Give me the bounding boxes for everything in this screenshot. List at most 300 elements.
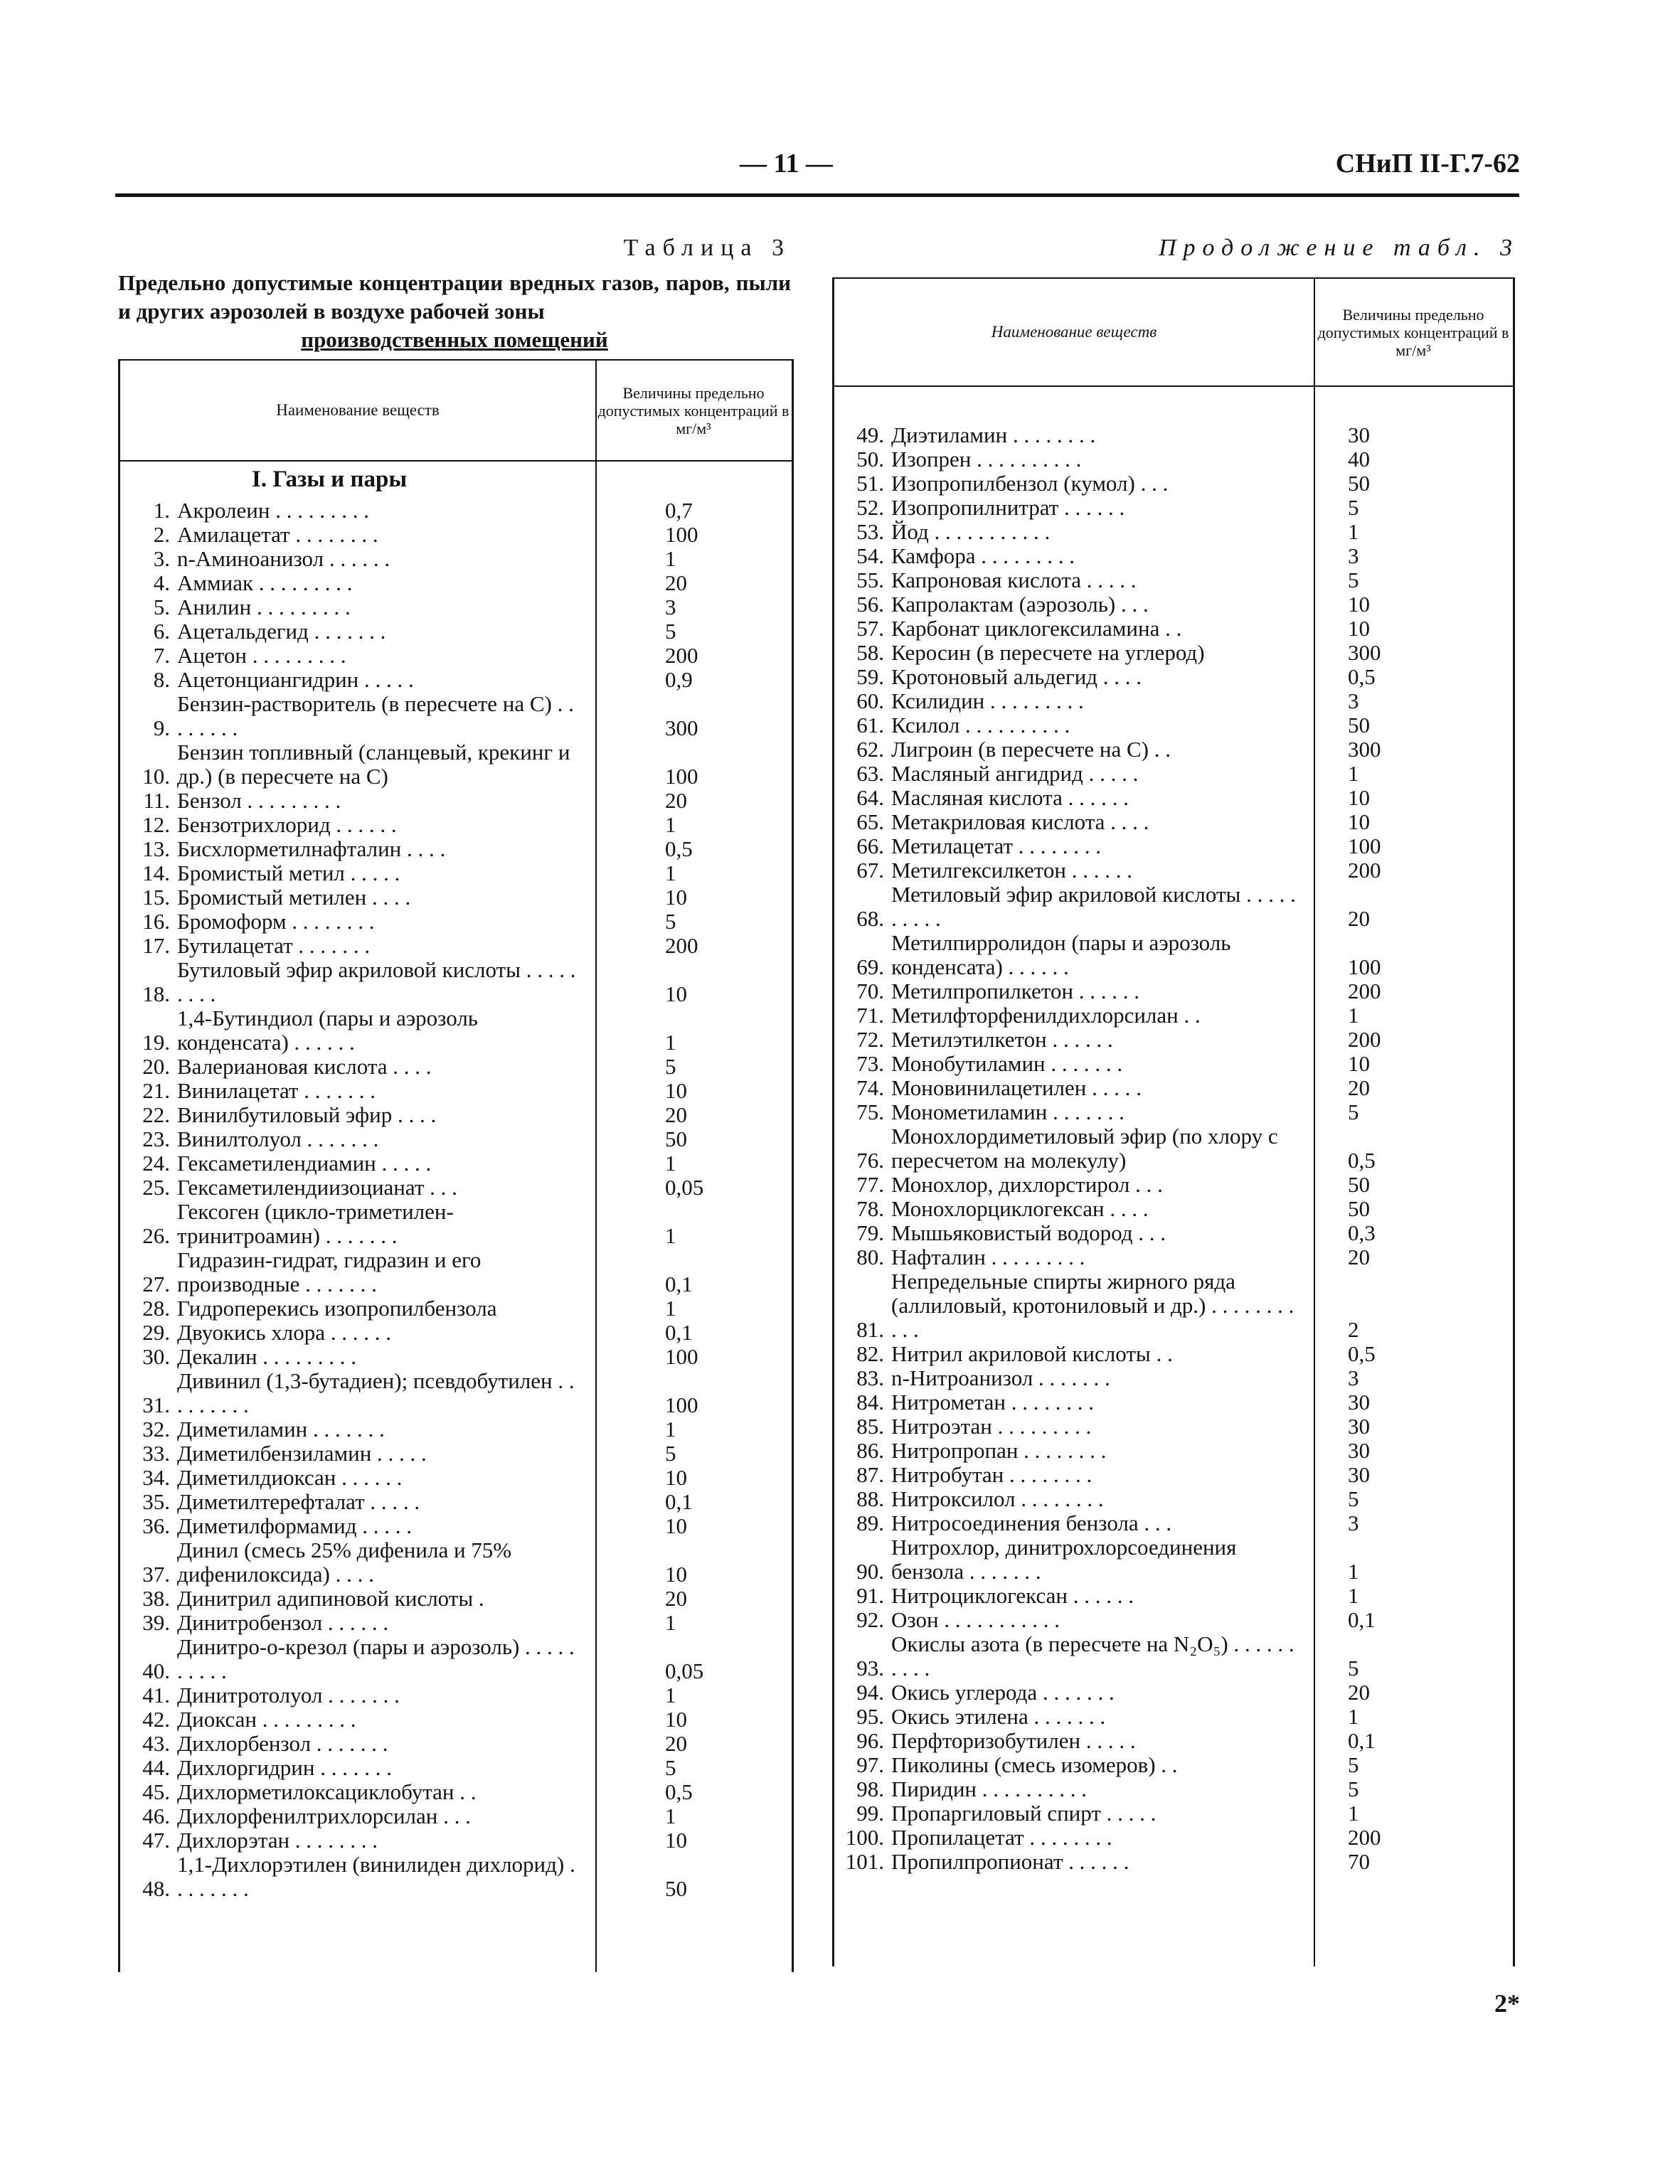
table-row	[120, 861, 792, 885]
substance-name: Винилтолуол . . . . . . .	[177, 1126, 379, 1151]
table-row	[120, 1587, 792, 1611]
concentration-value: 30	[1348, 1390, 1370, 1415]
table-row	[120, 499, 792, 523]
table-row	[120, 1321, 792, 1345]
concentration-value: 5	[1348, 568, 1359, 592]
substance-name: n-Аминоанизол . . . . . .	[177, 546, 390, 571]
table-row	[120, 1490, 792, 1514]
concentration-value: 0,9	[665, 667, 693, 692]
table-row	[834, 617, 1513, 641]
row-number: 38.	[142, 1586, 170, 1611]
concentration-value: 300	[1348, 737, 1381, 762]
row-number: 1.	[153, 498, 170, 523]
substance-name: Бензин топливный (сланцевый, крекинг и др.) (в пересчете на C)	[177, 740, 570, 789]
table-title-text: Предельно допустимые концентрации вредных газов, паров, пыли и других аэрозолей в воздухе рабочей зоны	[118, 270, 791, 324]
row-number: 60.	[856, 688, 884, 713]
substance-name: Бутилацетат . . . . . . .	[177, 933, 371, 958]
row-number: 100.	[845, 1825, 884, 1850]
substance-name: Метилпирролидон (пары и аэрозоль конденсата) . . . . . .	[891, 930, 1231, 979]
substance-name: Капроновая кислота . . . . .	[891, 568, 1137, 592]
substance-name: Метилпропилкетон . . . . . .	[891, 979, 1140, 1003]
concentration-value: 50	[1348, 1196, 1370, 1221]
concentration-value: 10	[665, 1562, 687, 1587]
page-signature: 2*	[1494, 1989, 1520, 2018]
row-number: 66.	[856, 833, 884, 858]
concentration-value: 1	[1348, 1704, 1359, 1729]
row-number: 7.	[153, 643, 170, 668]
row-number: 90.	[856, 1559, 884, 1584]
table-caption: Таблица 3	[623, 235, 791, 261]
row-number: 20.	[142, 1054, 170, 1079]
substance-name: Карбонат циклогексиламина . .	[891, 616, 1182, 641]
row-number: 24.	[142, 1151, 170, 1176]
row-number: 73.	[856, 1051, 884, 1076]
substance-name: Нитрил акриловой кислоты . .	[891, 1341, 1173, 1366]
row-number: 93.	[856, 1656, 884, 1680]
concentration-value: 20	[1348, 906, 1370, 931]
concentration-value: 30	[1348, 1462, 1370, 1487]
table-row	[834, 1124, 1513, 1173]
substance-name: Масляный ангидрид . . . . .	[891, 761, 1139, 786]
row-number: 35.	[142, 1489, 170, 1514]
substance-name: Дихлоргидрин . . . . . . .	[177, 1755, 392, 1780]
concentration-value: 20	[1348, 1680, 1370, 1705]
concentration-value: 200	[1348, 858, 1381, 883]
substance-name: Дихлорбензол . . . . . . .	[177, 1731, 388, 1756]
table-row	[834, 786, 1513, 810]
concentration-value: 0,5	[1348, 1341, 1376, 1366]
concentration-value: 10	[665, 1707, 687, 1732]
row-number: 32.	[142, 1417, 170, 1442]
concentration-value: 3	[1348, 543, 1359, 568]
table-row	[834, 883, 1513, 931]
row-number: 36.	[142, 1513, 170, 1538]
row-number: 61.	[856, 713, 884, 737]
concentration-value: 3	[1348, 1511, 1359, 1535]
substance-name: Пропилацетат . . . . . . . .	[891, 1825, 1112, 1850]
concentration-value: 1	[665, 1296, 676, 1321]
substance-name: Моновинилацетилен . . . . .	[891, 1075, 1142, 1100]
table-row	[120, 1708, 792, 1732]
row-number: 94.	[856, 1680, 884, 1705]
row-number: 4.	[153, 570, 170, 595]
concentration-value: 20	[665, 788, 687, 813]
row-number: 55.	[856, 568, 884, 592]
substance-name: Метилгексилкетон . . . . . .	[891, 858, 1132, 883]
row-number: 88.	[856, 1486, 884, 1511]
row-number: 21.	[142, 1078, 170, 1103]
row-number: 72.	[856, 1027, 884, 1052]
row-number: 78.	[856, 1196, 884, 1221]
concentration-value: 50	[1348, 713, 1370, 737]
row-number: 62.	[856, 737, 884, 762]
table-row	[834, 1535, 1513, 1584]
substance-name: Пиколины (смесь изомеров) . .	[891, 1752, 1178, 1777]
concentration-value: 20	[665, 1731, 687, 1756]
table-row	[834, 1028, 1513, 1052]
table-row	[120, 1127, 792, 1151]
substance-name: Метилфторфенилдихлорсилан . .	[891, 1003, 1201, 1028]
substance-name: Лигроин (в пересчете на C) . .	[891, 737, 1171, 762]
table-row	[834, 1221, 1513, 1245]
row-number: 46.	[142, 1804, 170, 1828]
concentration-value: 10	[665, 1078, 687, 1103]
table-row	[120, 837, 792, 861]
concentration-value: 10	[665, 981, 687, 1006]
concentration-value: 1	[1348, 1559, 1359, 1584]
concentration-value: 200	[1348, 979, 1381, 1003]
table-row	[120, 740, 792, 789]
row-number: 31.	[142, 1392, 170, 1417]
concentration-value: 1	[665, 546, 676, 571]
substance-name: Пропилпропионат . . . . . .	[891, 1849, 1129, 1874]
substance-name: Керосин (в пересчете на углерод)	[891, 640, 1205, 665]
table-row	[834, 1729, 1513, 1753]
concentration-value: 3	[665, 595, 676, 619]
row-number: 83.	[856, 1365, 884, 1390]
table-row	[834, 1584, 1513, 1608]
concentration-value: 30	[1348, 422, 1370, 447]
table-row	[120, 1345, 792, 1369]
table-row	[120, 958, 792, 1006]
row-number: 71.	[856, 1003, 884, 1028]
table-row	[834, 762, 1513, 786]
row-number: 96.	[856, 1728, 884, 1753]
table-row	[120, 1828, 792, 1853]
row-number: 40.	[142, 1658, 170, 1683]
concentration-value: 100	[665, 522, 698, 547]
concentration-value: 100	[665, 1392, 698, 1417]
concentration-value: 0,5	[665, 1779, 693, 1804]
substance-name: Ксилидин . . . . . . . . .	[891, 688, 1084, 713]
row-number: 56.	[856, 592, 884, 617]
table-row	[834, 713, 1513, 737]
row-number: 63.	[856, 761, 884, 786]
concentration-value: 200	[665, 933, 698, 958]
table-row	[834, 1052, 1513, 1076]
row-number: 26.	[142, 1223, 170, 1248]
table-row	[834, 472, 1513, 496]
table-row	[834, 1680, 1513, 1705]
row-number: 23.	[142, 1126, 170, 1151]
concentration-value: 10	[1348, 809, 1370, 834]
row-number: 70.	[856, 979, 884, 1003]
row-number: 22.	[142, 1102, 170, 1127]
row-number: 77.	[856, 1172, 884, 1197]
concentration-value: 20	[665, 1102, 687, 1127]
concentration-value: 0,1	[1348, 1607, 1376, 1632]
table-row	[834, 1342, 1513, 1366]
row-number: 50.	[856, 447, 884, 472]
concentration-value: 10	[1348, 616, 1370, 641]
table-row	[834, 1608, 1513, 1632]
concentration-value: 0,5	[665, 836, 693, 861]
table-row	[120, 885, 792, 910]
column-header-value: Величины предельно допустимых концентраций в мг/м³	[597, 383, 790, 437]
row-number: 10.	[142, 764, 170, 789]
substance-name: Метилацетат . . . . . . . .	[891, 833, 1102, 858]
row-number: 37.	[142, 1562, 170, 1587]
row-number: 3.	[153, 546, 170, 571]
table-row	[834, 1753, 1513, 1777]
table-row	[834, 1245, 1513, 1269]
table-row	[834, 1487, 1513, 1511]
row-number: 51.	[856, 471, 884, 496]
concentration-value: 50	[1348, 1172, 1370, 1197]
table-row	[120, 1079, 792, 1103]
table-row	[120, 692, 792, 740]
substance-name: Диэтиламин . . . . . . . .	[891, 422, 1096, 447]
row-number: 41.	[142, 1683, 170, 1708]
substance-name: Монохлордиметиловый эфир (по хлору с пересчетом на молекулу)	[891, 1124, 1278, 1173]
concentration-value: 10	[1348, 1051, 1370, 1076]
concentration-value: 10	[1348, 592, 1370, 617]
concentration-value: 2	[1348, 1317, 1359, 1342]
concentration-value: 20	[665, 570, 687, 595]
table-body	[834, 423, 1513, 1874]
row-number: 92.	[856, 1607, 884, 1632]
substance-name: Бромистый метил . . . . .	[177, 861, 400, 885]
substance-name: Окислы азота (в пересчете на N₂O₅) . . . . . . . . . .	[891, 1631, 1294, 1680]
substance-name: Метакриловая кислота . . . .	[891, 809, 1149, 834]
substance-name: Нитрохлор, динитрохлорсоединения бензола . . . . . . .	[891, 1535, 1237, 1584]
substance-name: Диметиламин . . . . . . .	[177, 1417, 385, 1442]
concentration-value: 70	[1348, 1849, 1370, 1874]
section-heading: I. Газы и пары	[252, 467, 408, 492]
concentration-value: 0,5	[1348, 664, 1376, 689]
row-number: 39.	[142, 1610, 170, 1635]
concentration-value: 5	[1348, 1752, 1359, 1777]
table-row	[120, 910, 792, 934]
row-number: 2.	[153, 522, 170, 547]
table-row	[834, 1826, 1513, 1850]
row-number: 9.	[153, 715, 170, 740]
substance-name: Динитробензол . . . . . .	[177, 1610, 389, 1635]
concentration-value: 30	[1348, 1414, 1370, 1439]
concentration-value: 200	[1348, 1825, 1381, 1850]
row-number: 5.	[153, 595, 170, 619]
substance-name: Двуокись хлора . . . . . .	[177, 1320, 391, 1345]
substance-name: Бромоформ . . . . . . . .	[177, 909, 375, 934]
table-row	[834, 1632, 1513, 1680]
concentration-value: 5	[1348, 1486, 1359, 1511]
concentration-value: 20	[1348, 1245, 1370, 1269]
row-number: 14.	[142, 861, 170, 885]
table-row	[120, 547, 792, 571]
substance-name: 1,4-Бутиндиол (пары и аэрозоль конденсата) . . . . . .	[177, 1006, 478, 1055]
row-number: 15.	[142, 885, 170, 910]
concentration-value: 0,3	[1348, 1220, 1376, 1245]
concentration-value: 1	[665, 1151, 676, 1176]
table-row	[834, 544, 1513, 568]
substance-name: Изопрен . . . . . . . . . .	[891, 447, 1082, 472]
row-number: 43.	[142, 1731, 170, 1756]
row-number: 28.	[142, 1296, 170, 1321]
substance-name: Дивинил (1,3-бутадиен); псевдобутилен . . . . . . . . .	[177, 1368, 575, 1417]
row-number: 49.	[856, 422, 884, 447]
table-row	[834, 641, 1513, 665]
table-row	[120, 1006, 792, 1055]
table-row	[120, 1200, 792, 1248]
table-row	[834, 665, 1513, 689]
concentration-value: 200	[1348, 1027, 1381, 1052]
row-number: 81.	[856, 1317, 884, 1342]
table-row	[120, 668, 792, 692]
substance-name: Гексоген (цикло-триметилен-тринитроамин) . . . . . . .	[177, 1199, 454, 1248]
substance-name: Диметилтерефталат . . . . .	[177, 1489, 420, 1514]
concentration-value: 10	[665, 1828, 687, 1853]
row-number: 13.	[142, 836, 170, 861]
row-number: 19.	[142, 1030, 170, 1055]
table-row	[834, 1463, 1513, 1487]
table-row	[120, 1442, 792, 1466]
concentration-value: 1	[1348, 1583, 1359, 1608]
concentration-value: 1	[665, 1223, 676, 1248]
row-number: 79.	[856, 1220, 884, 1245]
substance-name: Бутиловый эфир акриловой кислоты . . . . . . . . .	[177, 957, 576, 1006]
substance-name: Диметилбензиламин . . . . .	[177, 1441, 427, 1466]
substance-name: Окись этилена . . . . . . .	[891, 1704, 1106, 1729]
concentration-value: 1	[1348, 1801, 1359, 1826]
table-row	[834, 1003, 1513, 1028]
document-code: СНиП II-Г.7-62	[1335, 149, 1520, 179]
table-row	[120, 523, 792, 547]
substance-name: Пропаргиловый спирт . . . . .	[891, 1801, 1157, 1826]
substance-name: Кротоновый альдегид . . . .	[891, 664, 1142, 689]
table-row	[120, 619, 792, 644]
table-row	[834, 568, 1513, 592]
concentration-value: 0,1	[665, 1272, 693, 1296]
substance-name: 1,1-Дихлорэтилен (винилиден дихлорид) . . . . . . . .	[177, 1852, 575, 1901]
table-row	[834, 496, 1513, 520]
row-number: 52.	[856, 495, 884, 520]
substance-name: Нитробутан . . . . . . . .	[891, 1462, 1092, 1487]
table-row	[834, 1511, 1513, 1535]
concentration-value: 3	[1348, 1365, 1359, 1390]
substance-name: Дихлорфенилтрихлорсилан . . .	[177, 1804, 471, 1828]
row-number: 12.	[142, 812, 170, 837]
table-row	[834, 1777, 1513, 1801]
table-row	[120, 1514, 792, 1538]
concentration-value: 10	[1348, 785, 1370, 810]
concentration-value: 1	[665, 861, 676, 885]
row-number: 58.	[856, 640, 884, 665]
substance-name: Метилэтилкетон . . . . . .	[891, 1027, 1113, 1052]
table-row	[120, 1780, 792, 1804]
table-row	[834, 689, 1513, 713]
table-row	[834, 1439, 1513, 1463]
table-row	[120, 1804, 792, 1828]
table-title-last-line: производственных помещений	[301, 327, 608, 352]
table-header	[120, 359, 792, 462]
row-number: 45.	[142, 1779, 170, 1804]
substance-name: n-Нитроанизол . . . . . . .	[891, 1365, 1110, 1390]
substance-name: Изопропилнитрат . . . . . .	[891, 495, 1125, 520]
table-row	[834, 979, 1513, 1003]
substance-name: Динитротолуол . . . . . . .	[177, 1683, 400, 1708]
row-number: 48.	[142, 1876, 170, 1901]
row-number: 86.	[856, 1438, 884, 1463]
substance-name: Изопропилбензол (кумол) . . .	[891, 471, 1169, 496]
table-row	[120, 1756, 792, 1780]
row-number: 34.	[142, 1465, 170, 1490]
substance-name: Динитро-о-крезол (пары и аэрозоль) . . . . . . . . . .	[177, 1634, 575, 1683]
row-number: 16.	[142, 909, 170, 934]
concentration-value: 10	[665, 1513, 687, 1538]
concentration-value: 10	[665, 1465, 687, 1490]
row-number: 18.	[142, 981, 170, 1006]
table-row	[834, 1390, 1513, 1415]
concentration-value: 0,05	[665, 1175, 704, 1200]
table-row	[120, 1611, 792, 1635]
table-row	[834, 447, 1513, 472]
row-number: 27.	[142, 1272, 170, 1296]
row-number: 98.	[856, 1777, 884, 1801]
table-row	[120, 1417, 792, 1442]
table-row	[120, 1369, 792, 1417]
row-number: 30.	[142, 1344, 170, 1369]
row-number: 47.	[142, 1828, 170, 1853]
concentration-value: 40	[1348, 447, 1370, 472]
concentration-value: 1	[1348, 519, 1359, 544]
concentration-value: 200	[665, 643, 698, 668]
table-row	[834, 810, 1513, 834]
row-number: 8.	[153, 667, 170, 692]
substance-name: Гексаметилендиизоцианат . . .	[177, 1175, 457, 1200]
concentration-value: 5	[1348, 1777, 1359, 1801]
substance-name: Динитрил адипиновой кислоты .	[177, 1586, 484, 1611]
row-number: 99.	[856, 1801, 884, 1826]
concentration-value: 5	[1348, 495, 1359, 520]
row-number: 33.	[142, 1441, 170, 1466]
concentration-value: 100	[665, 1344, 698, 1369]
substance-name: Нитроксилол . . . . . . . .	[891, 1486, 1104, 1511]
row-number: 59.	[856, 664, 884, 689]
table-row	[120, 1635, 792, 1683]
column-header-name: Наименование веществ	[991, 323, 1157, 341]
right-table	[832, 277, 1515, 1966]
row-number: 69.	[856, 954, 884, 979]
substance-name: Бензин-растворитель (в пересчете на C) . . . . . . . .	[177, 691, 574, 740]
table-row	[834, 834, 1513, 858]
substance-name: Нитропропан . . . . . . . .	[891, 1438, 1107, 1463]
column-header-value: Величины предельно допустимых концентраций в мг/м³	[1317, 305, 1509, 359]
concentration-value: 300	[1348, 640, 1381, 665]
row-number: 6.	[153, 619, 170, 644]
concentration-value: 1	[665, 1030, 676, 1055]
table-row	[120, 934, 792, 958]
table-row	[834, 1850, 1513, 1874]
substance-name: Ацетальдегид . . . . . . .	[177, 619, 386, 644]
table-row	[120, 1538, 792, 1587]
table-title	[118, 269, 791, 354]
substance-name: Монохлорциклогексан . . . .	[891, 1196, 1149, 1221]
concentration-value: 3	[1348, 688, 1359, 713]
substance-name: Бромистый метилен . . . .	[177, 885, 411, 910]
concentration-value: 5	[665, 909, 676, 934]
substance-name: Гидроперекись изопропилбензола	[177, 1296, 497, 1321]
substance-name: Валериановая кислота . . . .	[177, 1054, 432, 1079]
substance-name: Ацетонциангидрин . . . . .	[177, 667, 414, 692]
concentration-value: 50	[665, 1126, 687, 1151]
substance-name: Аммиак . . . . . . . . .	[177, 570, 353, 595]
row-number: 42.	[142, 1707, 170, 1732]
substance-name: Винилбутиловый эфир . . . .	[177, 1102, 437, 1127]
table-continuation-caption: Продолжение табл. 3	[1158, 235, 1519, 261]
table-row	[834, 592, 1513, 617]
concentration-value: 0,5	[1348, 1148, 1376, 1173]
table-row	[120, 1103, 792, 1127]
